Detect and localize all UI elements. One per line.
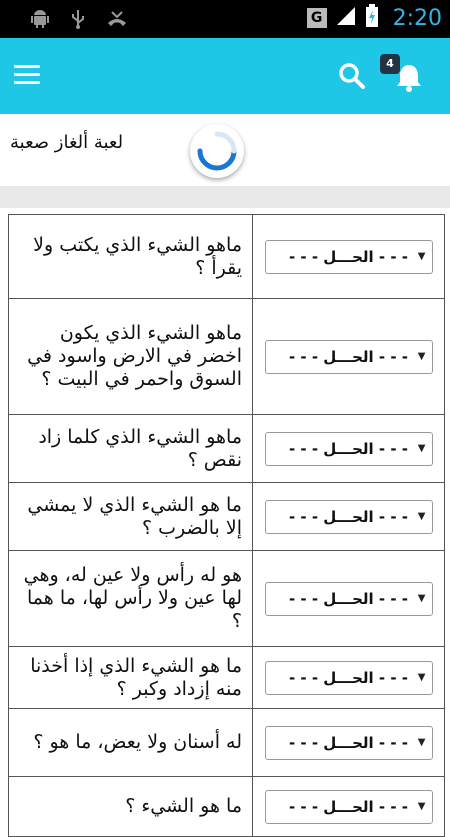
answer-dropdown[interactable] [265,582,433,616]
signal-icon [335,5,357,31]
answer-dropdown[interactable] [265,340,433,374]
question-text: ماهو الشيء الذي كلما زاد نقص ؟ [9,415,253,483]
missed-call-icon [106,9,126,29]
answer-dropdown[interactable] [265,500,433,534]
clock: 2:20 [392,5,442,31]
answer-dropdown[interactable] [265,661,433,695]
battery-icon [365,4,379,32]
riddles-table [8,214,445,837]
answer-cell [253,709,445,777]
riddle-row [9,777,445,837]
dropdown-arrow-icon: ▼ [417,350,426,362]
answer-dropdown-label: - - - الحـــل - - - [288,733,409,752]
status-left-icons [30,9,126,29]
riddle-row [9,299,445,415]
answer-dropdown-label: - - - الحـــل - - - [288,589,409,608]
answer-cell [253,483,445,551]
usb-icon [68,9,88,29]
loading-spinner [190,124,244,178]
menu-icon [14,65,40,68]
app-bar [0,38,450,114]
dropdown-arrow-icon: ▼ [417,510,426,522]
question-text: له أسنان ولا يعض، ما هو ؟ [9,709,253,777]
answer-dropdown[interactable] [265,240,433,274]
dropdown-arrow-icon: ▼ [417,592,426,604]
notification-count-badge: 4 [380,54,400,74]
question-text: هو له رأس ولا عين له، وهي لها عين ولا رأس لها، ما هما ؟ [9,551,253,647]
search-icon [338,62,366,90]
search-button[interactable] [338,62,366,90]
answer-dropdown[interactable] [265,432,433,466]
question-text: ماهو الشيء الذي يكون اخضر في الارض واسود في السوق واحمر في البيت ؟ [9,299,253,415]
answer-dropdown-label: - - - الحـــل - - - [288,347,409,366]
status-right [307,4,442,32]
dropdown-arrow-icon: ▼ [417,442,426,454]
answer-cell [253,777,445,837]
riddle-row [9,483,445,551]
answer-dropdown-label: - - - الحـــل - - - [288,507,409,526]
section-divider [0,186,450,208]
answer-cell [253,551,445,647]
riddle-row [9,647,445,709]
android-icon [30,9,50,29]
question-text: ماهو الشيء الذي يكتب ولا يقرأ ؟ [9,215,253,299]
answer-dropdown[interactable] [265,726,433,760]
dropdown-arrow-icon: ▼ [417,250,426,262]
dropdown-arrow-icon: ▼ [417,800,426,812]
spinner-icon [190,124,244,178]
question-text: ما هو الشيء الذي لا يمشي إلا بالضرب ؟ [9,483,253,551]
answer-dropdown-label: - - - الحـــل - - - [288,247,409,266]
menu-button[interactable] [14,65,40,85]
page-title: لعبة ألغاز صعبة [10,132,124,153]
answer-cell [253,215,445,299]
network-type-badge: G [307,8,327,28]
answer-cell [253,647,445,709]
answer-cell [253,415,445,483]
dropdown-arrow-icon: ▼ [417,671,426,683]
question-text: ما هو الشيء الذي إذا أخذنا منه إزداد وكبر ؟ [9,647,253,709]
dropdown-arrow-icon: ▼ [417,736,426,748]
riddle-row [9,215,445,299]
answer-dropdown-label: - - - الحـــل - - - [288,668,409,687]
question-text: ما هو الشيء ؟ [9,777,253,837]
answer-dropdown-label: - - - الحـــل - - - [288,439,409,458]
riddle-row [9,415,445,483]
answer-cell [253,299,445,415]
riddle-row [9,551,445,647]
answer-dropdown[interactable] [265,790,433,824]
status-bar [0,0,450,38]
riddle-row [9,709,445,777]
answer-dropdown-label: - - - الحـــل - - - [288,797,409,816]
